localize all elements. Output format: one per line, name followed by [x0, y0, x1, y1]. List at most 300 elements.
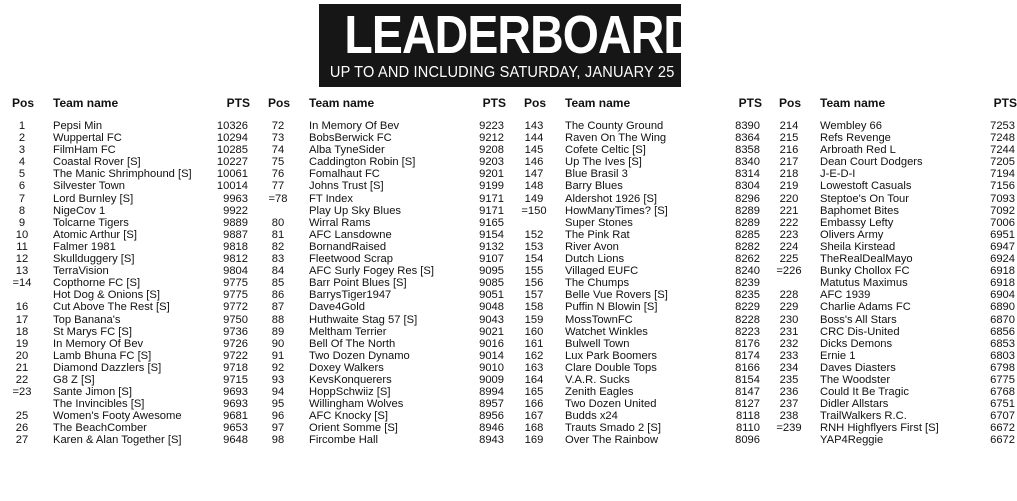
table-row — [0, 301, 250, 313]
row-pos: 17 — [15, 313, 29, 326]
row-pos: 1 — [18, 120, 26, 132]
row-pts: 6803 — [990, 349, 1015, 362]
row-pts: 9889 — [223, 216, 248, 229]
table-row — [512, 301, 762, 313]
row-pos: 80 — [271, 216, 285, 229]
row-pos: 230 — [779, 313, 799, 326]
table-row — [256, 422, 506, 434]
table-row — [767, 229, 1017, 241]
row-pts: 9804 — [223, 265, 248, 278]
row-team-name: Embassy Lefty — [820, 216, 894, 229]
row-pos: 237 — [779, 398, 799, 411]
row-team-name: Ernie 1 — [820, 349, 856, 362]
row-pts: 9203 — [479, 156, 504, 169]
row-pos: 232 — [779, 337, 799, 350]
row-pts: 7156 — [990, 180, 1015, 193]
row-team-name: Bunky Chollox FC — [820, 265, 910, 278]
row-pos: 75 — [271, 156, 285, 169]
table-row — [767, 193, 1017, 205]
row-pos: 85 — [271, 277, 285, 290]
table-row — [512, 265, 762, 277]
row-pos: 12 — [15, 253, 29, 266]
row-team-name: Matutus Maximus — [820, 277, 908, 290]
table-row — [256, 277, 506, 289]
row-pos: 94 — [271, 386, 285, 399]
row-pts: 8340 — [735, 156, 760, 169]
row-pts: 8943 — [479, 434, 504, 447]
row-pts: 9963 — [223, 192, 248, 205]
row-pts: 6947 — [990, 240, 1015, 253]
row-pos: 7 — [18, 192, 26, 205]
header-pts: PTS — [226, 96, 250, 110]
table-row — [0, 217, 250, 229]
row-pos: =23 — [12, 386, 32, 399]
table-row — [767, 374, 1017, 386]
row-team-name: Dutch Lions — [565, 253, 625, 266]
row-pts: 9775 — [223, 277, 248, 290]
row-pts: 10061 — [216, 168, 248, 181]
row-team-name: Sante Jimon [S] — [53, 386, 132, 399]
table-row — [256, 168, 506, 180]
row-pts: 8228 — [735, 313, 760, 326]
row-team-name: Orient Somme [S] — [309, 422, 398, 435]
row-pos: 163 — [524, 361, 544, 374]
row-pos: 88 — [271, 313, 285, 326]
table-row — [0, 205, 250, 217]
row-pts: 9722 — [223, 349, 248, 362]
row-pts: 9223 — [479, 120, 504, 132]
row-team-name: Puffin N Blowin [S] — [565, 301, 658, 314]
row-pts: 9693 — [223, 398, 248, 411]
leaderboard-banner — [319, 4, 697, 87]
table-row — [767, 241, 1017, 253]
row-team-name: Silvester Town — [53, 180, 125, 193]
table-row — [512, 434, 762, 446]
table-row — [256, 241, 506, 253]
row-team-name: Trauts Smado 2 [S] — [565, 422, 661, 435]
leaderboard-rows — [767, 120, 1017, 447]
table-row — [767, 289, 1017, 301]
row-team-name: MossTownFC — [565, 313, 633, 326]
row-pos: 84 — [271, 265, 285, 278]
row-team-name: TheRealDealMayo — [820, 253, 913, 266]
row-team-name: Barr Point Blues [S] — [309, 277, 407, 290]
row-pos: 225 — [779, 253, 799, 266]
row-pts: 9165 — [479, 216, 504, 229]
leaderboard-column — [512, 96, 762, 447]
row-team-name: Belle Vue Rovers [S] — [565, 289, 668, 302]
row-team-name: Willingham Wolves — [309, 398, 404, 411]
row-pts: 9715 — [223, 373, 248, 386]
row-pts: 8239 — [735, 277, 760, 290]
table-row — [0, 410, 250, 422]
row-team-name: Lord Burnley [S] — [53, 192, 134, 205]
table-row — [256, 132, 506, 144]
row-pos: 73 — [271, 132, 285, 145]
row-pts: 8240 — [735, 265, 760, 278]
row-team-name: Meltham Terrier — [309, 325, 387, 338]
row-team-name: FilmHam FC — [53, 144, 116, 157]
row-team-name: AFC 1939 — [820, 289, 871, 302]
row-pos: 81 — [271, 228, 285, 241]
table-row — [256, 253, 506, 265]
row-pts: 8289 — [735, 204, 760, 217]
table-row — [512, 386, 762, 398]
row-pos: 228 — [779, 289, 799, 302]
table-row — [256, 265, 506, 277]
row-team-name: Hot Dog & Onions [S] — [53, 289, 160, 302]
row-pts: 7093 — [990, 192, 1015, 205]
row-pos: 224 — [779, 240, 799, 253]
table-row — [256, 289, 506, 301]
row-pts: 8304 — [735, 180, 760, 193]
row-pos: =14 — [12, 277, 32, 290]
row-pos: 16 — [15, 301, 29, 314]
table-row — [256, 398, 506, 410]
row-pos: 89 — [271, 325, 285, 338]
row-pos: 72 — [271, 120, 285, 132]
table-row — [767, 277, 1017, 289]
row-pts: 8110 — [735, 422, 760, 435]
row-pts: 9736 — [223, 325, 248, 338]
row-team-name: Fomalhaut FC — [309, 168, 380, 181]
table-row — [512, 120, 762, 132]
row-team-name: Refs Revenge — [820, 132, 891, 145]
row-team-name: Didler Allstars — [820, 398, 889, 411]
table-row — [256, 229, 506, 241]
table-row — [256, 144, 506, 156]
table-row — [0, 338, 250, 350]
row-pts: 9208 — [479, 144, 504, 157]
row-pos: 215 — [779, 132, 799, 145]
header-team-name: Team name — [565, 96, 631, 110]
table-row — [256, 374, 506, 386]
row-team-name: Falmer 1981 — [53, 240, 116, 253]
header-pts: PTS — [738, 96, 762, 110]
row-team-name: In Memory Of Bev — [309, 120, 400, 132]
row-team-name: Two Dozen Dynamo — [309, 349, 410, 362]
row-pos: 87 — [271, 301, 285, 314]
row-pos: 82 — [271, 240, 285, 253]
row-pts: 9009 — [479, 373, 504, 386]
row-team-name: Dicks Demons — [820, 337, 893, 350]
leaderboard-column — [256, 96, 506, 447]
row-pts: 9922 — [223, 204, 248, 217]
row-pos: 91 — [271, 349, 285, 362]
table-row — [256, 338, 506, 350]
table-row — [0, 314, 250, 326]
row-pos: 9 — [18, 216, 26, 229]
row-pos: 90 — [271, 337, 285, 350]
row-pos: 217 — [779, 156, 799, 169]
row-pts: 9107 — [479, 253, 504, 266]
table-row — [0, 168, 250, 180]
row-pts: 7194 — [990, 168, 1015, 181]
row-pos: 4 — [18, 156, 26, 169]
row-pts: 8358 — [735, 144, 760, 157]
row-team-name: The Chumps — [565, 277, 630, 290]
row-team-name: Two Dozen United — [565, 398, 657, 411]
row-pts: 9010 — [479, 361, 504, 374]
header-team-name: Team name — [309, 96, 375, 110]
row-pos: 97 — [271, 422, 285, 435]
row-pts: 8176 — [735, 337, 760, 350]
row-pos: 162 — [524, 349, 544, 362]
row-pos: =150 — [521, 204, 547, 217]
row-pos: 218 — [779, 168, 799, 181]
row-pos: 27 — [15, 434, 29, 447]
row-pts: 9648 — [223, 434, 248, 447]
page-title: LEADERBOARD — [344, 5, 697, 65]
row-pos: 160 — [524, 325, 544, 338]
table-row — [512, 229, 762, 241]
row-pts: 8282 — [735, 240, 760, 253]
row-pts: 10294 — [216, 132, 248, 145]
row-team-name: Could It Be Tragic — [820, 386, 909, 399]
row-pos: 98 — [271, 434, 285, 447]
row-team-name: Diamond Dazzlers [S] — [53, 361, 162, 374]
row-team-name: Watchet Winkles — [565, 325, 648, 338]
header-pos: Pos — [12, 96, 35, 110]
row-pts: 9653 — [223, 422, 248, 435]
row-pts: 6856 — [990, 325, 1015, 338]
row-team-name: Alba TyneSider — [309, 144, 385, 157]
table-row — [0, 180, 250, 192]
row-team-name: Zenith Eagles — [565, 386, 634, 399]
table-row — [767, 301, 1017, 313]
row-team-name: The Pink Rat — [565, 228, 630, 241]
row-pts: 9199 — [479, 180, 504, 193]
row-pos: 10 — [15, 228, 29, 241]
row-pts: 8289 — [735, 216, 760, 229]
row-team-name: Copthorne FC [S] — [53, 277, 141, 290]
table-row — [256, 301, 506, 313]
row-pos: 19 — [15, 337, 29, 350]
row-pts: 7253 — [990, 120, 1015, 132]
row-pts: 8956 — [479, 410, 504, 423]
table-row — [512, 314, 762, 326]
row-pos: 95 — [271, 398, 285, 411]
row-pos: 159 — [524, 313, 544, 326]
row-pts: 8994 — [479, 386, 504, 399]
row-pts: 6904 — [990, 289, 1015, 302]
row-pos: 2 — [18, 132, 26, 145]
row-pts: 6890 — [990, 301, 1015, 314]
row-pts: 8174 — [735, 349, 760, 362]
row-pts: 6775 — [990, 373, 1015, 386]
row-pts: 10326 — [216, 120, 248, 132]
row-pts: 9021 — [479, 325, 504, 338]
row-pos: 13 — [15, 265, 29, 278]
table-row — [767, 350, 1017, 362]
row-pts: 6924 — [990, 253, 1015, 266]
row-pts: 8364 — [735, 132, 760, 145]
row-pts: 8166 — [735, 361, 760, 374]
row-pos: 152 — [524, 228, 544, 241]
row-pts: 9051 — [479, 289, 504, 302]
row-pos: 77 — [271, 180, 285, 193]
column-header — [512, 96, 762, 114]
row-pts: 9154 — [479, 228, 504, 241]
table-row — [512, 193, 762, 205]
row-team-name: Dean Court Dodgers — [820, 156, 923, 169]
table-row — [767, 314, 1017, 326]
row-pos: 235 — [779, 373, 799, 386]
row-team-name: The BeachComber — [53, 422, 147, 435]
row-team-name: Tolcarne Tigers — [53, 216, 129, 229]
row-team-name: Wuppertal FC — [53, 132, 122, 145]
leaderboard-rows — [256, 120, 506, 447]
row-team-name: Skullduggery [S] — [53, 253, 135, 266]
table-row — [512, 132, 762, 144]
table-row — [767, 132, 1017, 144]
row-team-name: Blue Brasil 3 — [565, 168, 628, 181]
table-row — [0, 132, 250, 144]
table-row — [767, 386, 1017, 398]
table-row — [256, 120, 506, 132]
row-pts: 8390 — [735, 120, 760, 132]
row-pos: 145 — [524, 144, 544, 157]
table-row — [767, 205, 1017, 217]
row-pts: 6798 — [990, 361, 1015, 374]
row-pts: 6918 — [990, 277, 1015, 290]
row-pos: 22 — [15, 373, 29, 386]
row-pts: 9171 — [479, 204, 504, 217]
row-pos: 214 — [779, 120, 799, 132]
row-team-name: River Avon — [565, 240, 619, 253]
table-row — [512, 253, 762, 265]
row-pos: 147 — [524, 168, 544, 181]
table-row — [767, 410, 1017, 422]
row-team-name: AFC Surly Fogey Res [S] — [309, 265, 434, 278]
column-header — [0, 96, 250, 114]
table-row — [767, 398, 1017, 410]
table-row — [512, 326, 762, 338]
row-team-name: Lowestoft Casuals — [820, 180, 912, 193]
table-row — [512, 168, 762, 180]
row-team-name: TerraVision — [53, 265, 109, 278]
table-row — [767, 180, 1017, 192]
row-pts: 8127 — [735, 398, 760, 411]
column-header — [767, 96, 1017, 114]
row-pos: 8 — [18, 204, 26, 217]
row-team-name: NigeCov 1 — [53, 204, 106, 217]
row-pts: 9085 — [479, 277, 504, 290]
row-pts: 6672 — [990, 422, 1015, 435]
row-pts: 9048 — [479, 301, 504, 314]
row-team-name: The County Ground — [565, 120, 664, 132]
table-row — [0, 265, 250, 277]
row-pos: 74 — [271, 144, 285, 157]
row-team-name: Fircombe Hall — [309, 434, 379, 447]
table-row — [767, 217, 1017, 229]
row-pts: 8096 — [735, 434, 760, 447]
row-team-name: Lux Park Boomers — [565, 349, 658, 362]
row-pos: =239 — [776, 422, 802, 435]
table-row — [256, 362, 506, 374]
leaderboard-rows — [512, 120, 762, 447]
row-team-name: Raven On The Wing — [565, 132, 667, 145]
row-pos: 92 — [271, 361, 285, 374]
row-pts: 7244 — [990, 144, 1015, 157]
row-pos: 93 — [271, 373, 285, 386]
row-pts: 10285 — [216, 144, 248, 157]
table-row — [0, 422, 250, 434]
row-team-name: Huthwaite Stag 57 [S] — [309, 313, 418, 326]
row-team-name: YAP4Reggie — [820, 434, 884, 447]
row-team-name: The Invincibles [S] — [53, 398, 145, 411]
table-row — [512, 362, 762, 374]
table-row — [767, 144, 1017, 156]
table-row — [512, 398, 762, 410]
row-pos: 153 — [524, 240, 544, 253]
table-row — [512, 205, 762, 217]
row-pos: 165 — [524, 386, 544, 399]
table-row — [512, 180, 762, 192]
row-pts: 9772 — [223, 301, 248, 314]
row-team-name: Johns Trust [S] — [309, 180, 384, 193]
row-team-name: Atomic Arthur [S] — [53, 228, 137, 241]
row-team-name: Arbroath Red L — [820, 144, 896, 157]
row-pos: 20 — [15, 349, 29, 362]
row-team-name: HoppSchwiiz [S] — [309, 386, 391, 399]
row-team-name: Budds x24 — [565, 410, 618, 423]
row-team-name: Olivers Army — [820, 228, 884, 241]
row-pos: 155 — [524, 265, 544, 278]
row-pts: 9095 — [479, 265, 504, 278]
row-pos: 164 — [524, 373, 544, 386]
row-pts: 10227 — [216, 156, 248, 169]
table-row — [512, 350, 762, 362]
row-pos: 156 — [524, 277, 544, 290]
table-row — [0, 289, 250, 301]
table-row — [767, 326, 1017, 338]
table-row — [767, 422, 1017, 434]
row-pts: 6918 — [990, 265, 1015, 278]
row-pts: 9718 — [223, 361, 248, 374]
leaderboard-rows — [0, 120, 250, 447]
row-team-name: Cut Above The Rest [S] — [53, 301, 170, 314]
row-pts: 6672 — [990, 434, 1015, 447]
row-pts: 9201 — [479, 168, 504, 181]
row-team-name: Bell Of The North — [309, 337, 396, 350]
table-row — [256, 386, 506, 398]
header-pts: PTS — [482, 96, 506, 110]
row-pts: 9887 — [223, 228, 248, 241]
table-row — [256, 314, 506, 326]
row-pos: 167 — [524, 410, 544, 423]
row-pos: 236 — [779, 386, 799, 399]
row-team-name: Sheila Kirstead — [820, 240, 896, 253]
table-row — [767, 434, 1017, 446]
leaderboard-column — [767, 96, 1017, 447]
row-pos: 222 — [779, 216, 799, 229]
row-team-name: Villaged EUFC — [565, 265, 639, 278]
row-pos: 83 — [271, 253, 285, 266]
row-team-name: Fleetwood Scrap — [309, 253, 393, 266]
table-row — [0, 434, 250, 446]
row-pts: 8957 — [479, 398, 504, 411]
table-row — [0, 120, 250, 132]
table-row — [0, 277, 250, 289]
row-pts: 6707 — [990, 410, 1015, 423]
row-team-name: V.A.R. Sucks — [565, 373, 630, 386]
row-pts: 8285 — [735, 228, 760, 241]
table-row — [256, 156, 506, 168]
table-row — [767, 156, 1017, 168]
table-row — [767, 120, 1017, 132]
row-pts: 6951 — [990, 228, 1015, 241]
